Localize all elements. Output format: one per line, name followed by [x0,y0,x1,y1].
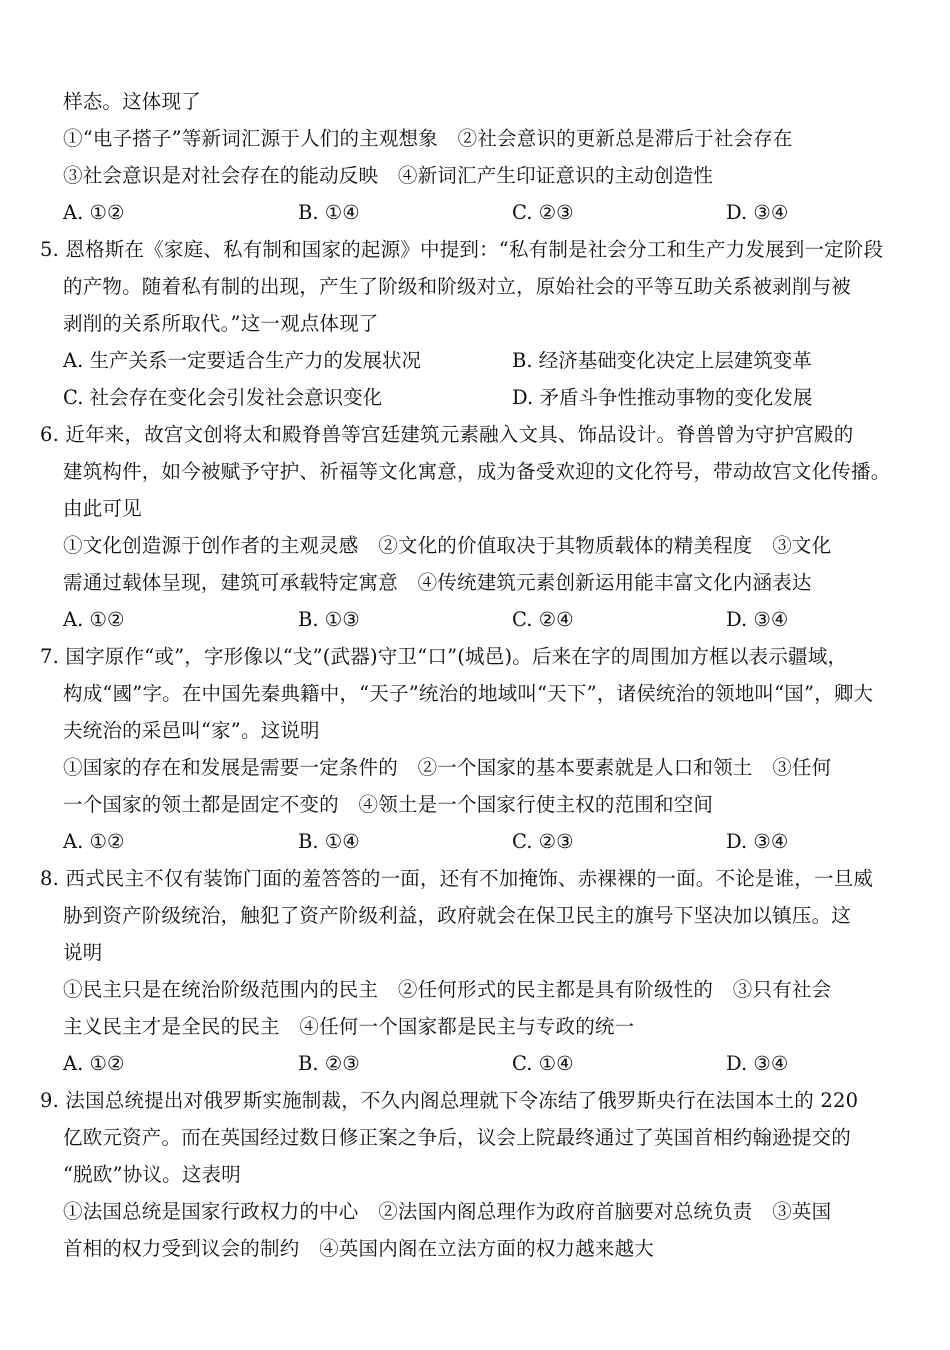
q4-option-d: D. ③④ [726,201,789,224]
q7-stem-line-2: 构成“國”字。在中国先秦典籍中，“天子”统治的地域叫“天下”，诸侯统治的领地叫“国”，卿大 [63,682,874,705]
q6-option-a: A. ①② [63,608,125,631]
q5-option-b: B. 经济基础变化决定上层建筑变革 [512,349,812,372]
q6-stem-line-2: 建筑构件，如今被赋予守护、祈福等文化寓意，成为备受欢迎的文化符号，带动故宫文化传播。 [63,460,891,483]
q4-option-b: B. ①④ [298,201,360,224]
q7-option-c: C. ②③ [512,830,574,853]
q9-stem-line-1: 9. 法国总统提出对俄罗斯实施制裁，不久内阁总理就下令冻结了俄罗斯央行在法国本土的 220 [40,1089,859,1112]
q7-choice-line-1: ①国家的存在和发展是需要一定条件的 ②一个国家的基本要素就是人口和领土 ③任何 [63,756,832,779]
q8-option-b: B. ②③ [298,1052,360,1075]
q8-option-a: A. ①② [63,1052,125,1075]
q4-choice-line-2: ③社会意识是对社会存在的能动反映 ④新词汇产生印证意识的主动创造性 [63,164,714,187]
q7-stem-line-3: 夫统治的采邑叫“家”。这说明 [63,719,320,742]
q4-option-c: C. ②③ [512,201,574,224]
q6-option-d: D. ③④ [726,608,789,631]
q9-stem-line-2: 亿欧元资产。而在英国经过数日修正案之争后，议会上院最终通过了英国首相约翰逊提交的 [63,1126,852,1149]
q5-option-a: A. 生产关系一定要适合生产力的发展状况 [63,349,421,372]
q6-stem-line-1: 6. 近年来，故宫文创将太和殿脊兽等宫廷建筑元素融入文具、饰品设计。脊兽曾为守护宫殿的 [40,423,854,446]
q4-choice-line-1: ①“电子搭子”等新词汇源于人们的主观想象 ②社会意识的更新总是滞后于社会存在 [63,127,793,150]
q8-choice-line-1: ①民主只是在统治阶级范围内的民主 ②任何形式的民主都是具有阶级性的 ③只有社会 [63,978,832,1001]
q6-choice-line-1: ①文化创造源于创作者的主观灵感 ②文化的价值取决于其物质载体的精美程度 ③文化 [63,534,832,557]
q8-option-d: D. ③④ [726,1052,789,1075]
q9-stem-line-3: “脱欧”协议。这表明 [63,1163,241,1186]
q6-option-c: C. ②④ [512,608,574,631]
q8-stem-line-1: 8. 西式民主不仅有装饰门面的羞答答的一面，还有不加掩饰、赤裸裸的一面。不论是谁，一旦威 [40,867,874,890]
q9-choice-line-2: 首相的权力受到议会的制约 ④英国内阁在立法方面的权力越来越大 [63,1237,655,1260]
q7-option-d: D. ③④ [726,830,789,853]
q5-stem-line-1: 5. 恩格斯在《家庭、私有制和国家的起源》中提到：“私有制是社会分工和生产力发展到一定阶段 [40,238,884,261]
q7-choice-line-2: 一个国家的领土都是固定不变的 ④领土是一个国家行使主权的范围和空间 [63,793,714,816]
q6-option-b: B. ①③ [298,608,360,631]
q7-stem-line-1: 7. 国字原作“或”，字形像以“戈”(武器)守卫“口”(城邑)。后来在字的周围加方框以表示疆域， [40,645,848,668]
q5-option-c: C. 社会存在变化会引发社会意识变化 [63,386,383,409]
q5-stem-line-3: 剥削的关系所取代。”这一观点体现了 [63,312,379,335]
q8-stem-line-2: 胁到资产阶级统治，触犯了资产阶级利益，政府就会在保卫民主的旗号下坚决加以镇压。这 [63,904,852,927]
q6-choice-line-2: 需通过载体呈现，建筑可承载特定寓意 ④传统建筑元素创新运用能丰富文化内涵表达 [63,571,812,594]
q4-option-a: A. ①② [63,201,125,224]
q8-option-c: C. ①④ [512,1052,574,1075]
q7-option-b: B. ①④ [298,830,360,853]
q5-stem-line-2: 的产物。随着私有制的出现，产生了阶级和阶级对立，原始社会的平等互助关系被剥削与被 [63,275,852,298]
q5-option-d: D. 矛盾斗争性推动事物的变化发展 [512,386,813,409]
q8-choice-line-2: 主义民主才是全民的民主 ④任何一个国家都是民主与专政的统一 [63,1015,635,1038]
q9-choice-line-1: ①法国总统是国家行政权力的中心 ②法国内阁总理作为政府首脑要对总统负责 ③英国 [63,1200,832,1223]
q7-option-a: A. ①② [63,830,125,853]
q4-stem-tail: 样态。这体现了 [63,90,201,113]
q8-stem-line-3: 说明 [63,941,103,964]
q6-stem-line-3: 由此可见 [63,497,142,520]
